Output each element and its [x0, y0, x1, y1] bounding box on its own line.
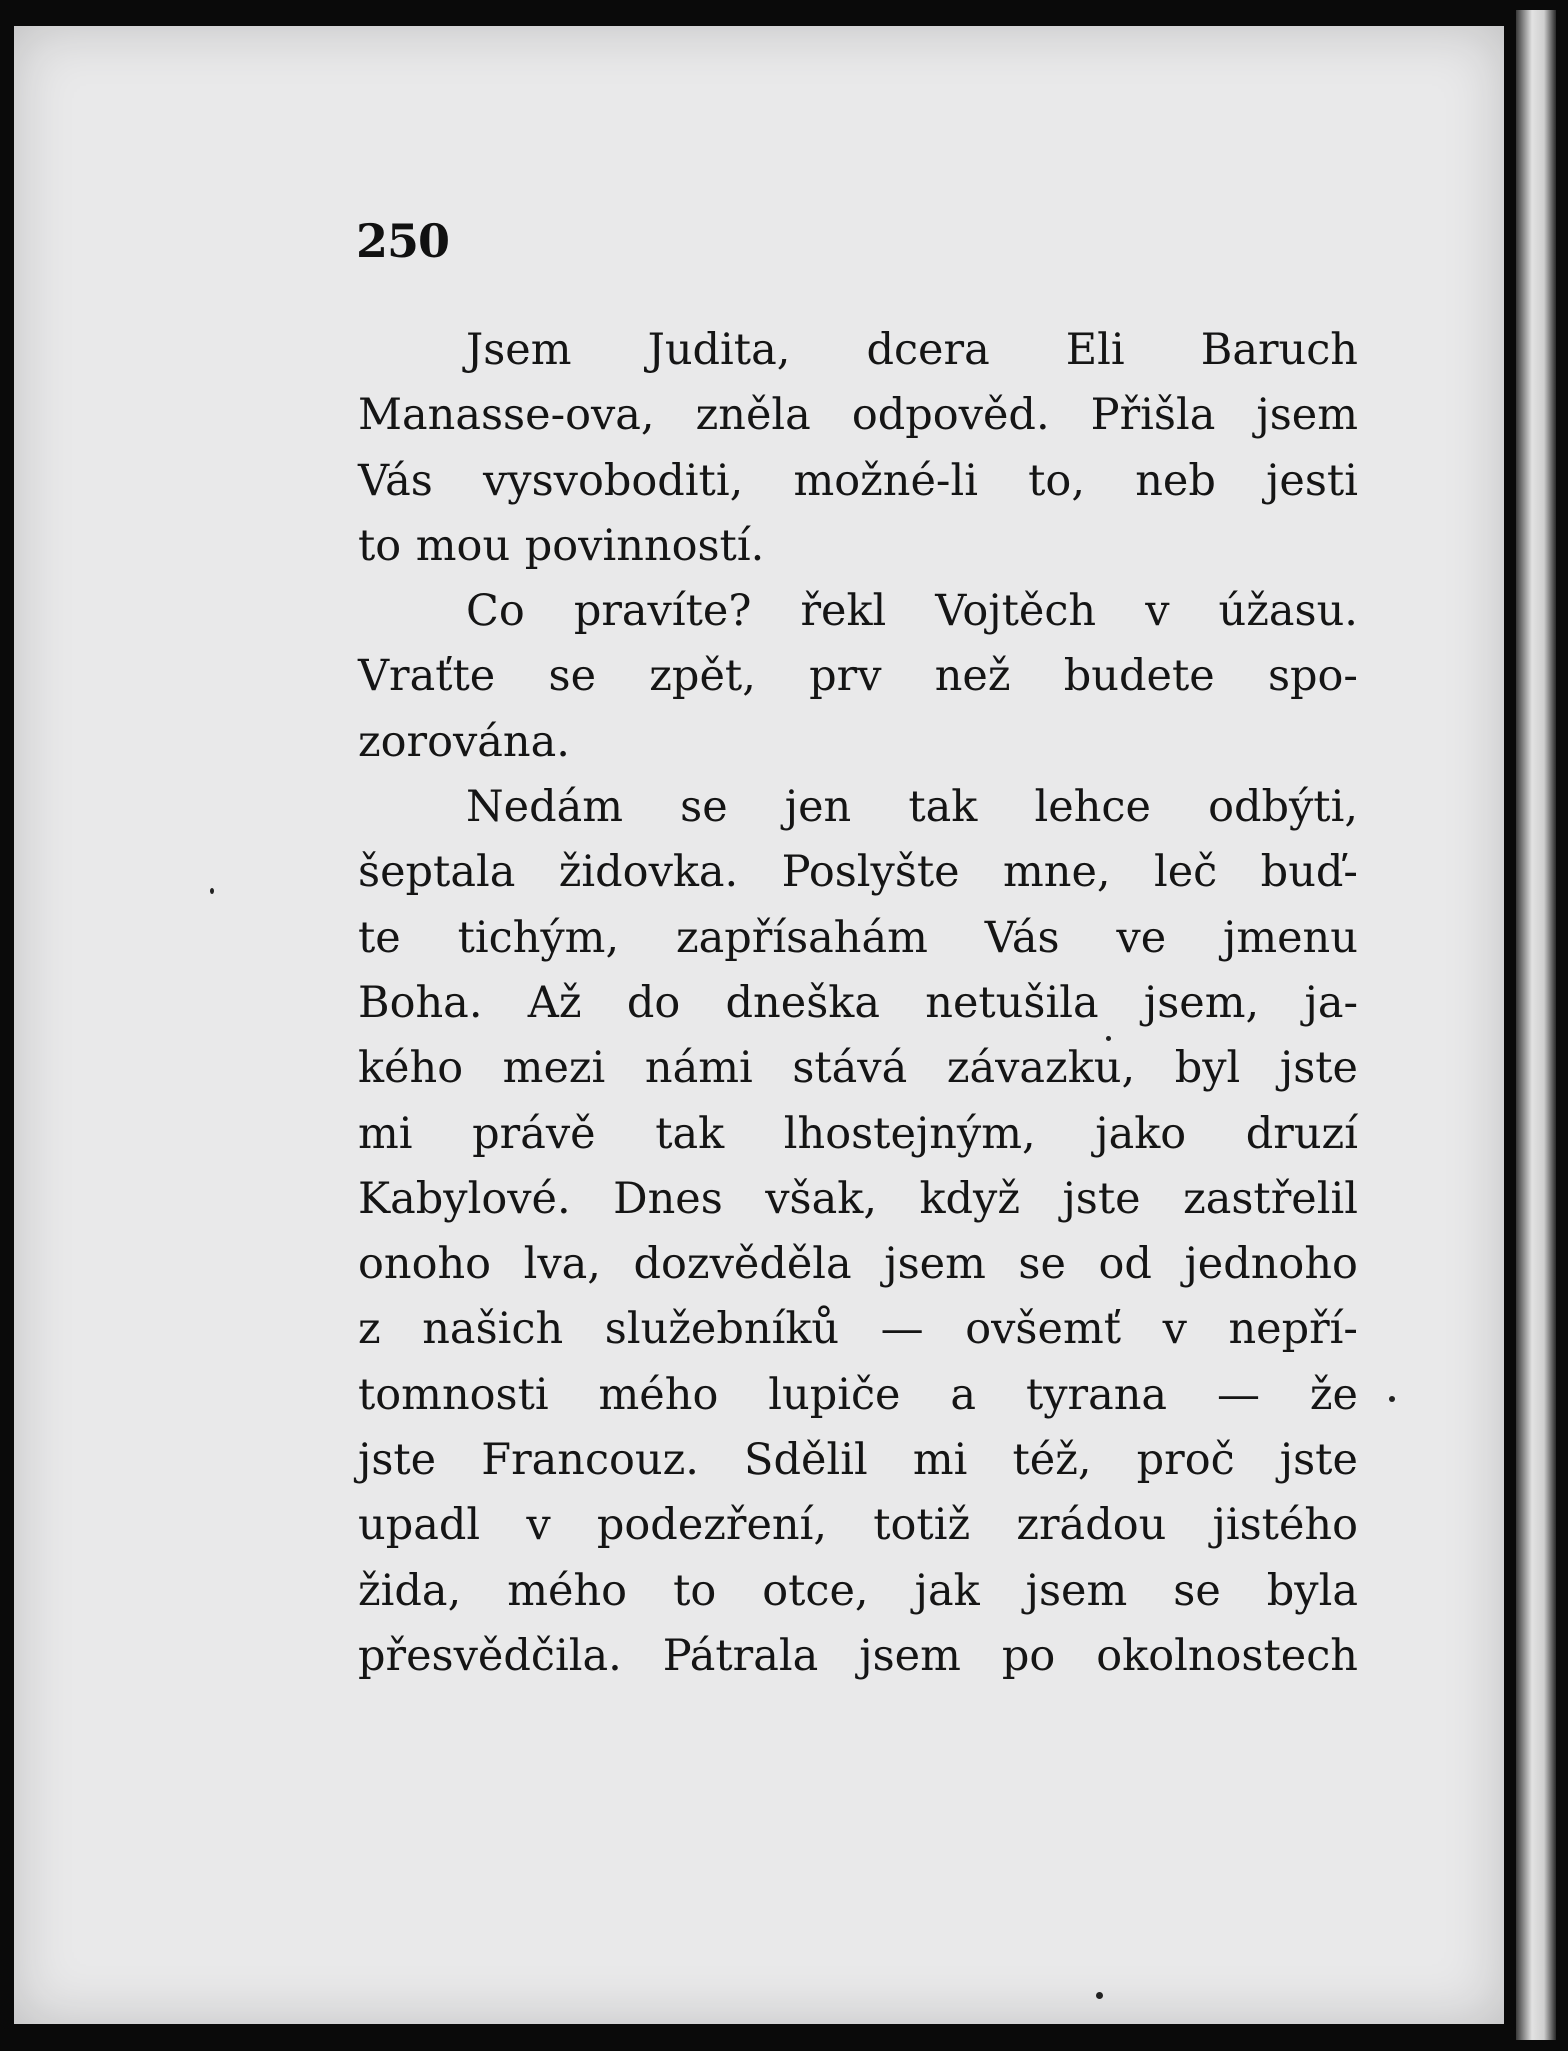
word: mne, — [1003, 847, 1111, 898]
word: jsem — [884, 1239, 986, 1290]
word: Baruch — [1200, 325, 1358, 375]
body-text — [358, 318, 1358, 1689]
word: Manasse-ova, — [358, 390, 655, 441]
next-page-edge — [1516, 10, 1556, 2040]
word: — — [1216, 1369, 1260, 1420]
word: to, — [1028, 455, 1085, 506]
word: jednoho — [1184, 1239, 1358, 1290]
dust-speck — [1106, 1036, 1111, 1041]
word: lva, — [523, 1239, 601, 1290]
text-line — [358, 775, 1358, 840]
word: se — [1173, 1565, 1221, 1616]
word: Francouz. — [481, 1435, 699, 1486]
word: povinností. — [524, 520, 765, 571]
word: otce, — [762, 1565, 869, 1616]
word: odbýti, — [1208, 782, 1358, 833]
word: podezření, — [596, 1500, 828, 1551]
word: — — [880, 1304, 924, 1355]
word: jak — [914, 1565, 980, 1616]
word: Boha. — [358, 977, 483, 1028]
word: tyrana — [1025, 1369, 1168, 1420]
word: vysvoboditi, — [483, 455, 744, 506]
text-line — [358, 710, 1358, 775]
word: Dnes — [613, 1173, 723, 1224]
word: Až — [527, 977, 582, 1028]
word: závazku, — [946, 1043, 1136, 1094]
word: tak — [655, 1108, 725, 1159]
text-line — [358, 1559, 1358, 1624]
word: než — [934, 651, 1011, 702]
word: v — [1145, 586, 1170, 637]
word: řekl — [800, 586, 887, 637]
text-line — [358, 1297, 1358, 1362]
word: tomnosti — [358, 1369, 549, 1420]
word: totiž — [873, 1500, 971, 1551]
word: Jsem — [466, 325, 572, 375]
word: druzí — [1245, 1108, 1358, 1159]
word: jste — [358, 1435, 437, 1486]
word: stává — [792, 1043, 908, 1094]
word: Poslyšte — [781, 847, 960, 898]
book-page — [14, 26, 1504, 2024]
word: jsem — [859, 1630, 961, 1681]
word: pravíte? — [573, 586, 752, 637]
word: Eli — [1065, 325, 1125, 375]
word: leč — [1153, 847, 1218, 898]
word: jsem — [1025, 1565, 1128, 1616]
word: že — [1309, 1369, 1358, 1420]
word: jsem — [1256, 390, 1358, 441]
word: mi — [358, 1108, 413, 1159]
word: lupiče — [768, 1369, 901, 1420]
word: to — [673, 1565, 717, 1616]
word: tak — [908, 782, 978, 833]
word: byl — [1174, 1043, 1241, 1094]
word: Kabylové. — [358, 1173, 571, 1224]
word: buď- — [1260, 847, 1358, 898]
word: jen — [784, 782, 852, 833]
text-line — [358, 644, 1358, 709]
text-line — [358, 1036, 1358, 1101]
word: budete — [1063, 651, 1215, 702]
word: mého — [507, 1565, 628, 1616]
word: úžasu. — [1218, 586, 1358, 637]
word: služebníků — [604, 1304, 840, 1355]
word: Vás — [358, 455, 433, 506]
word: v — [526, 1500, 551, 1551]
word: když — [919, 1173, 1020, 1224]
word: lehce — [1034, 782, 1151, 833]
text-line — [358, 1167, 1358, 1232]
word: tichým, — [457, 912, 620, 963]
word: se — [548, 651, 597, 702]
word: Co — [466, 586, 525, 637]
word: po — [1001, 1630, 1056, 1681]
word: ja- — [1304, 977, 1358, 1028]
word: možné-li — [793, 455, 978, 506]
word: zorována. — [358, 716, 570, 767]
word: mezi — [502, 1043, 606, 1094]
word: Přišla — [1090, 390, 1216, 441]
word: zněla — [695, 390, 811, 441]
word: jsem, — [1143, 977, 1260, 1028]
word: našich — [422, 1304, 564, 1355]
word: prv — [809, 651, 882, 702]
word: se — [1018, 1239, 1066, 1290]
word: od — [1098, 1239, 1152, 1290]
word: netušila — [925, 977, 1099, 1028]
text-line — [358, 1624, 1358, 1689]
word: šeptala — [358, 847, 516, 898]
word: a — [950, 1369, 977, 1420]
word: z — [358, 1304, 381, 1355]
word: neb — [1135, 455, 1216, 506]
text-line — [358, 579, 1358, 644]
word: okolnostech — [1096, 1630, 1358, 1681]
word: ovšemť — [965, 1304, 1121, 1355]
text-line — [358, 383, 1358, 448]
word: jste — [1062, 1173, 1141, 1224]
word: žida, — [358, 1565, 462, 1616]
word: přesvědčila. — [358, 1630, 622, 1681]
text-line — [358, 318, 1358, 383]
word: do — [626, 977, 681, 1028]
word: Sdělil — [744, 1435, 868, 1486]
text-line — [358, 449, 1358, 514]
word: též, — [1012, 1435, 1092, 1486]
text-line — [358, 1363, 1358, 1428]
word: jistého — [1212, 1500, 1358, 1551]
text-line — [358, 840, 1358, 905]
word: mého — [598, 1369, 719, 1420]
word: ve — [1116, 912, 1167, 963]
text-line — [358, 514, 1358, 579]
text-line — [358, 1493, 1358, 1558]
word: mou — [415, 520, 511, 571]
word: však, — [765, 1173, 877, 1224]
word: lhostejným, — [783, 1108, 1036, 1159]
word: spo- — [1267, 651, 1358, 702]
word: dneška — [725, 977, 880, 1028]
word: židovka. — [558, 847, 739, 898]
word: se — [680, 782, 728, 833]
word: jesti — [1266, 455, 1358, 506]
text-line — [358, 1102, 1358, 1167]
word: dozvěděla — [633, 1239, 852, 1290]
word: zapřísahám — [675, 912, 928, 963]
word: byla — [1266, 1565, 1358, 1616]
word: námi — [644, 1043, 753, 1094]
word: v — [1162, 1304, 1187, 1355]
word: mi — [912, 1435, 968, 1486]
word: kého — [358, 1043, 464, 1094]
text-line — [358, 1232, 1358, 1297]
word: Nedám — [466, 782, 624, 833]
text-line — [358, 1428, 1358, 1493]
word: nepří- — [1228, 1304, 1358, 1355]
word: Vojtěch — [935, 586, 1097, 637]
word: zpět, — [649, 651, 756, 702]
word: Pátrala — [662, 1630, 819, 1681]
word: te — [358, 912, 401, 963]
word: právě — [472, 1108, 596, 1159]
word: jako — [1095, 1108, 1187, 1159]
word: dcera — [866, 325, 990, 375]
word: onoho — [358, 1239, 492, 1290]
dust-speck — [210, 888, 214, 894]
word: jste — [1279, 1435, 1358, 1486]
word: zrádou — [1016, 1500, 1167, 1551]
word: proč — [1136, 1435, 1235, 1486]
word: Vás — [984, 912, 1060, 963]
dust-speck — [1096, 1992, 1103, 1999]
word: odpověd. — [851, 390, 1050, 441]
text-line — [358, 906, 1358, 971]
dust-speck — [1389, 1396, 1395, 1402]
word: Vraťte — [358, 651, 496, 702]
word: Judita, — [647, 325, 791, 375]
text-line — [358, 971, 1358, 1036]
word: zastřelil — [1183, 1173, 1358, 1224]
word: jmenu — [1223, 912, 1358, 963]
word: to — [358, 520, 402, 571]
page-number: 250 — [356, 214, 450, 268]
word: upadl — [358, 1500, 481, 1551]
word: jste — [1279, 1043, 1358, 1094]
